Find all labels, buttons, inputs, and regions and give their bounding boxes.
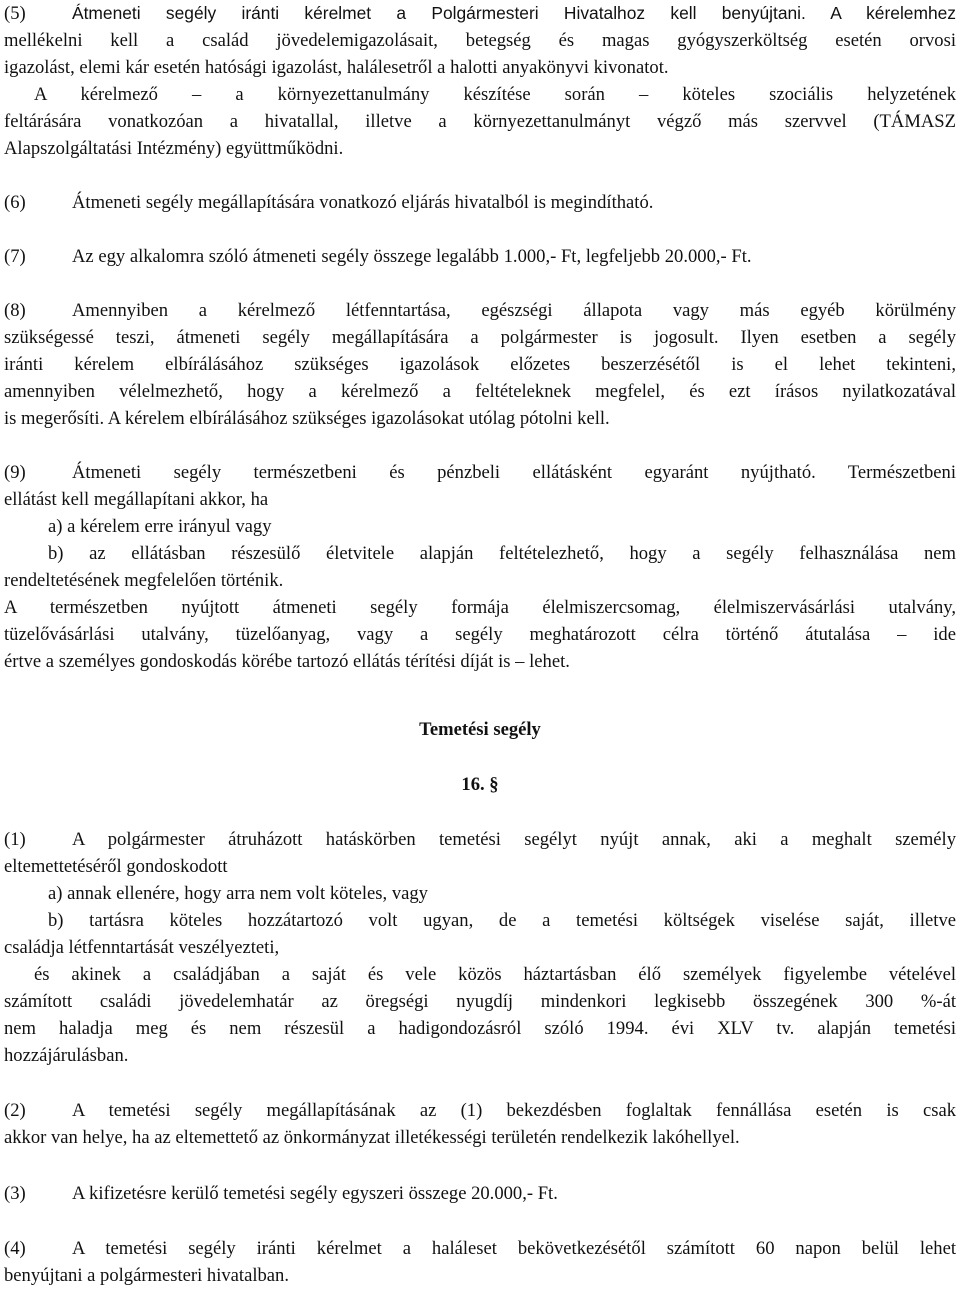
p7-number: (7) — [4, 246, 26, 267]
p5-sans-text: Átmeneti segély iránti kérelmet a Polgármesteri Hivatalhoz kell benyújtani. — [72, 3, 806, 23]
s1-text: A polgármester átruházott hatáskörben temetési segélyt nyújt annak, aki a meghalt személy — [72, 829, 956, 850]
p9-line-3: a) a kérelem erre irányul vagy — [48, 516, 272, 537]
p8-line-4: amennyiben vélelmezhető, hogy a kérelmező a feltételeknek megfelel, és ezt írásos nyilatkozatával — [4, 381, 956, 402]
s3-line-1 — [4, 1180, 956, 1207]
p5-line-6: Alapszolgáltatási Intézmény) együttműködni. — [4, 138, 344, 159]
p9-line-2: ellátást kell megállapítani akkor, ha — [4, 489, 269, 510]
p6-line-1 — [4, 189, 956, 216]
p5-line-4: A kérelmező – a környezettanulmány készítése során – köteles szociális helyzetének — [34, 84, 956, 105]
p5-serif-text: A kérelemhez — [805, 3, 957, 23]
s1-number: (1) — [4, 829, 26, 850]
s1-line-2: eltemettetéséről gondoskodott — [4, 856, 228, 877]
s1-line-9: hozzájárulásban. — [4, 1045, 129, 1066]
s2-number: (2) — [4, 1100, 26, 1121]
s4-line-1 — [4, 1235, 956, 1262]
p9-text: Átmeneti segély természetbeni és pénzbeli ellátásként egyaránt nyújtható. Természetbeni — [72, 462, 956, 483]
p9-line-4: b) az ellátásban részesülő életvitele alapján feltételezhető, hogy a segély felhasználása nem — [48, 543, 956, 564]
s4-line-2: benyújtani a polgármesteri hivatalban. — [4, 1265, 290, 1286]
p9-line-5: rendeltetésének megfelelően történik. — [4, 570, 284, 591]
p9-line-6: A természetben nyújtott átmeneti segély formája élelmiszercsomag, élelmiszervásárlási utalvány, — [4, 597, 956, 618]
p6-text: Átmeneti segély megállapítására vonatkozó eljárás hivatalból is megindítható. — [72, 192, 654, 213]
p5-line-2: mellékelni kell a család jövedelemigazolásait, betegség és magas gyógyszerköltség esetén orvosi — [4, 30, 956, 51]
p7-line-1 — [4, 243, 956, 270]
p6-number: (6) — [4, 192, 26, 213]
p9-line-7: tüzelővásárlási utalvány, tüzelőanyag, vagy a segély meghatározott célra történő átutalása – ide — [4, 624, 956, 645]
s2-text: A temetési segély megállapításának az (1) bekezdésben foglaltak fennállása esetén is csak — [72, 1100, 956, 1121]
paragraph-number: 16. § — [461, 774, 499, 795]
p8-number: (8) — [4, 300, 26, 321]
s4-text: A temetési segély iránti kérelmet a haláleset bekövetkezésétől számított 60 napon belül lehet — [72, 1238, 956, 1259]
s4-number: (4) — [4, 1238, 26, 1259]
s3-number: (3) — [4, 1183, 26, 1204]
p9-number: (9) — [4, 462, 26, 483]
s1-line-5: családja létfenntartását veszélyezteti, — [4, 937, 280, 958]
p8-line-5: is megerősíti. A kérelem elbírálásához szükséges igazolásokat utólag pótolni kell. — [4, 408, 610, 429]
s1-line-3: a) annak ellenére, hogy arra nem volt köteles, vagy — [48, 883, 428, 904]
p9-line-1 — [4, 459, 956, 486]
s2-line-2: akkor van helye, ha az eltemettető az önkormányzat illetékességi területén rendelkezik lakóhellyel. — [4, 1127, 740, 1148]
p8-line-3: iránti kérelem elbírálásához szükséges igazolások előzetes beszerzésétől is el lehet tekinteni, — [4, 354, 956, 375]
p8-line-2: szükségessé teszi, átmeneti segély megállapítására a polgármester is jogosult. Ilyen esetben a segély — [4, 327, 956, 348]
p5-number: (5) — [4, 3, 26, 24]
s1-line-7: számított családi jövedelemhatár az öregségi nyugdíj mindenkori legkisebb összegének 300 %-át — [4, 991, 956, 1012]
p5-line-3: igazolást, elemi kár esetén hatósági igazolást, halálesetről a halotti anyakönyvi kivonatot. — [4, 57, 669, 78]
section-heading: Temetési segély — [419, 719, 541, 740]
p5-line-5: feltárására vonatkozóan a hivatallal, illetve a környezettanulmányt végző más szervvel (TÁMASZ — [4, 111, 956, 132]
s2-line-1 — [4, 1097, 956, 1124]
s1-line-1 — [4, 826, 956, 853]
p8-line-1 — [4, 297, 956, 324]
s1-line-6: és akinek a családjában a saját és vele közös háztartásban élő személyek figyelembe vételével — [34, 964, 956, 985]
p8-text: Amennyiben a kérelmező létfenntartása, egészségi állapota vagy más egyéb körülmény — [72, 300, 956, 321]
s1-line-8: nem haladja meg és nem részesül a hadigondozásról szóló 1994. évi XLV tv. alapján temetési — [4, 1018, 956, 1039]
s1-line-4: b) tartásra köteles hozzátartozó volt ugyan, de a temetési költségek viselése saját, illetve — [48, 910, 956, 931]
s3-text: A kifizetésre kerülő temetési segély egyszeri összege 20.000,- Ft. — [72, 1183, 558, 1204]
p7-text: Az egy alkalomra szóló átmeneti segély összege legalább 1.000,- Ft, legfeljebb 20.000,- Ft. — [72, 246, 752, 267]
p5-line-1 — [4, 0, 956, 27]
p9-line-8: értve a személyes gondoskodás körébe tartozó ellátás térítési díját is – lehet. — [4, 651, 570, 672]
